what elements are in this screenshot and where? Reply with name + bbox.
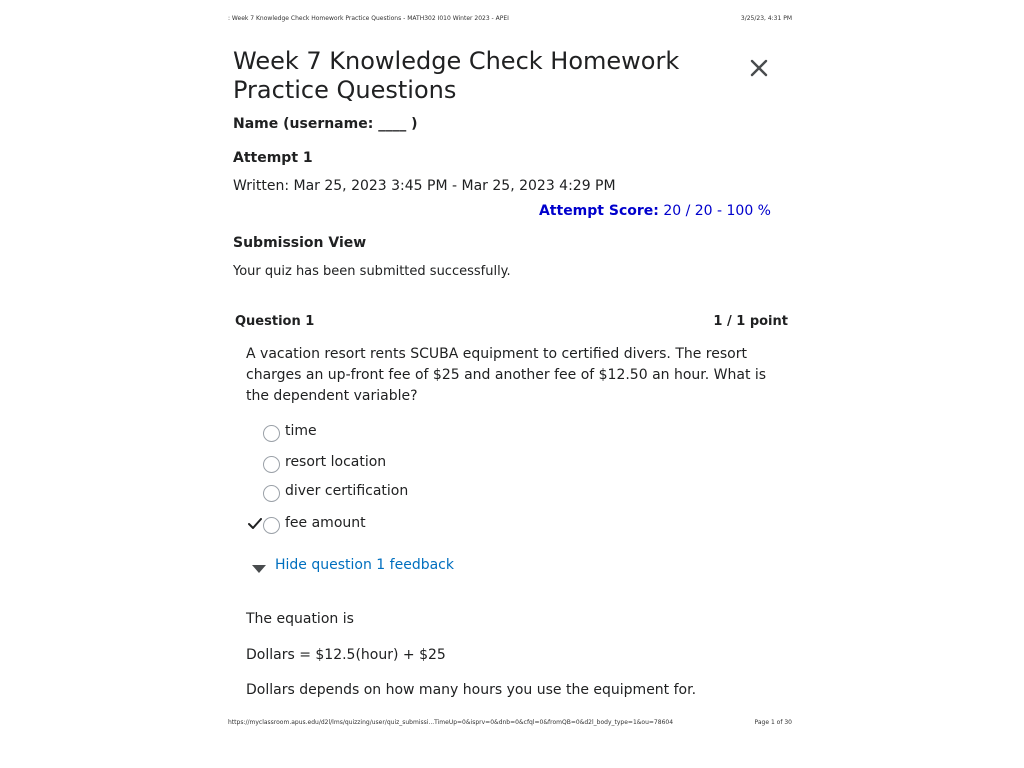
option-label: fee amount	[285, 515, 366, 531]
question-label: Question 1	[235, 314, 315, 329]
checkmark-icon	[248, 518, 262, 530]
print-header	[228, 15, 792, 22]
attempt-score-value: 20 / 20 - 100 %	[663, 203, 771, 219]
question-points: 1 / 1 point	[713, 314, 788, 329]
feedback-text: Dollars = $12.5(hour) + $25	[246, 647, 446, 663]
print-footer-page: Page 1 of 30	[754, 719, 792, 726]
attempt-label: Attempt 1	[233, 150, 313, 166]
feedback-text: The equation is	[246, 611, 354, 627]
question-header	[235, 314, 788, 329]
option-label: time	[285, 423, 317, 439]
check-slot	[246, 482, 263, 500]
radio-button	[263, 517, 280, 534]
answer-option	[246, 420, 317, 442]
page-title: Week 7 Knowledge Check Homework Practice Questions	[233, 47, 680, 104]
print-footer	[228, 719, 792, 726]
submission-message: Your quiz has been submitted successfully.	[233, 264, 511, 279]
radio-button	[263, 425, 280, 442]
triangle-down-icon	[252, 561, 266, 569]
attempt-score-label: Attempt Score:	[538, 203, 659, 219]
attempt-score	[539, 203, 771, 219]
answer-option	[246, 451, 386, 473]
answer-option	[246, 512, 366, 534]
check-slot	[246, 514, 263, 532]
print-footer-url: https://myclassroom.apus.edu/d2l/lms/quizzing/user/quiz_submissi...TimeUp=0&isprv=0&dnb=0&cfql=0&fromQB=0&d2l_body_type=1&ou=78604	[228, 719, 674, 726]
print-header-title: : Week 7 Knowledge Check Homework Practice Questions - MATH302 I010 Winter 2023 - APEI	[228, 15, 509, 22]
radio-button	[263, 456, 280, 473]
hide-feedback-link[interactable]: Hide question 1 feedback	[275, 557, 454, 573]
answer-option	[246, 480, 408, 502]
check-slot	[246, 422, 263, 440]
submission-view-heading: Submission View	[233, 235, 367, 251]
option-label: resort location	[285, 454, 387, 470]
hide-feedback-toggle[interactable]	[252, 557, 454, 573]
feedback-text: Dollars depends on how many hours you use the equipment for.	[246, 682, 697, 698]
check-slot	[246, 453, 263, 471]
print-header-timestamp: 3/25/23, 4:31 PM	[740, 15, 792, 22]
radio-button	[263, 485, 280, 502]
username-line: Name (username: ____ )	[233, 116, 418, 132]
option-label: diver certification	[285, 483, 409, 499]
question-text: A vacation resort rents SCUBA equipment to certified divers. The resort charges an up-front fee of $25 and another fee of $12.50 an hour. What is the dependent variable?	[246, 346, 767, 404]
written-time: Written: Mar 25, 2023 3:45 PM - Mar 25, 2023 4:29 PM	[233, 178, 616, 194]
close-icon[interactable]	[748, 57, 770, 79]
